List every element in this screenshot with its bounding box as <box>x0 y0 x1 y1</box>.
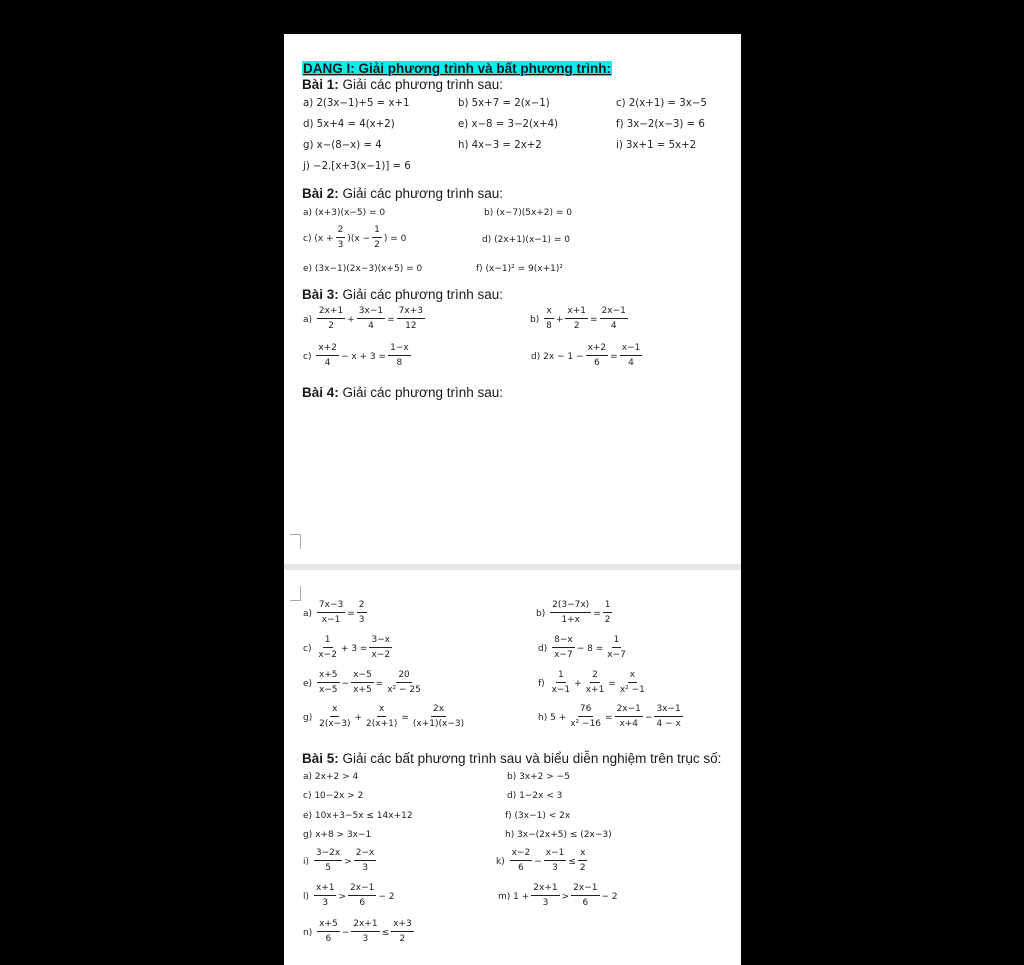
bai2-item-b: b) (x−7)(5x+2) = 0 <box>484 208 573 218</box>
bai1-item-d: d) 5x+4 = 4(x+2) <box>303 119 395 130</box>
bai4-item-c: c) $\frac{1}{x-2}$ + 3 = $\frac{3-x}{x-2}$ <box>303 635 391 661</box>
bai3-item-d: d) 2x − 1 − $\frac{x+2}{6}$ = $\frac{x-1}{4}$ <box>531 343 641 369</box>
bai5-item-e: e) 10x+3−5x ≤ 14x+12 <box>303 811 413 821</box>
bai3-item-a: a) $\frac{2x+1}{2}$ + $\frac{3x-1}{4}$ = $\frac{7x+3}{12}$ <box>303 306 423 332</box>
bai1-item-j: j) −2.[x+3(x−1)] = 6 <box>303 161 411 172</box>
bai1-item-a: a) 2(3x−1)+5 = x+1 <box>303 98 410 109</box>
bai5-item-n: n) $\frac{x+5}{6}$ − $\frac{2x+1}{3}$ ≤ $\frac{x+3}{2}$ <box>303 919 412 945</box>
bai5-item-c: c) 10−2x > 2 <box>303 791 364 801</box>
bai4-item-f: f) $\frac{1}{x-1}$ + $\frac{2}{x+1}$ = $\frac{x}{\text{x² −1}}$ <box>538 670 645 696</box>
bai3-title: Bài 3: Giải các phương trình sau: <box>302 287 504 302</box>
bai2-title: Bài 2: Giải các phương trình sau: <box>302 186 504 201</box>
bai5-item-k: k) $\frac{x-2}{6}$ − $\frac{x-1}{3}$ ≤ $\frac{x}{2}$ <box>496 848 586 874</box>
bai3-item-c: c) $\frac{x+2}{4}$ − x + 3 = $\frac{1-x}{8}$ <box>303 343 409 369</box>
bai4-item-d: d) $\frac{8-x}{x-7}$ − 8 = $\frac{1}{x-7}$ <box>538 635 626 661</box>
bai5-item-i: i) $\frac{3-2x}{5}$ > $\frac{2-x}{3}$ <box>303 848 375 874</box>
bai5-item-l: l) $\frac{x+1}{3}$ > $\frac{2x-1}{6}$ − 2 <box>303 883 395 909</box>
bai3-item-b: b) $\frac{x}{8}$ + $\frac{x+1}{2}$ = $\frac{2x-1}{4}$ <box>530 306 626 332</box>
bai5-item-h: h) 3x−(2x+5) ≤ (2x−3) <box>505 830 612 840</box>
bai5-item-g: g) x+8 > 3x−1 <box>303 830 372 840</box>
bai5-item-b: b) 3x+2 > −5 <box>507 772 570 782</box>
bai2-item-c: c) (x + $\frac{2}{3}$ )(x − $\frac{1}{2}$ ) = 0 <box>303 225 407 251</box>
bai2-item-f: f) (x−1)² = 9(x+1)² <box>476 264 563 274</box>
bai4-item-e: e) $\frac{x+5}{x-5}$ − $\frac{x-5}{x+5}$ = $\frac{20}{\text{x² − 25}}$ <box>303 670 421 696</box>
bai1-item-c: c) 2(x+1) = 3x−5 <box>616 98 707 109</box>
bai4-item-b: b) $\frac{2(3-7x)}{1+x}$ = $\frac{1}{2}$ <box>536 600 611 626</box>
page-corner-mark <box>290 586 301 601</box>
bai5-item-m: m) 1 + $\frac{2x+1}{3}$ > $\frac{2x-1}{6}$ − 2 <box>498 883 618 909</box>
bai5-item-a: a) 2x+2 > 4 <box>303 772 359 782</box>
bai5-item-f: f) (3x−1) < 2x <box>505 811 571 821</box>
bai4-item-a: a) $\frac{7x-3}{x-1}$ = $\frac{2}{3}$ <box>303 600 365 626</box>
bai2-item-e: e) (3x−1)(2x−3)(x+5) = 0 <box>303 264 423 274</box>
bai1-item-b: b) 5x+7 = 2(x−1) <box>458 98 550 109</box>
bai5-item-d: d) 1−2x < 3 <box>507 791 563 801</box>
bai5-title: Bài 5: Giải các bất phương trình sau và biểu diễn nghiệm trên trục số: <box>302 751 722 766</box>
bai4-item-h: h) 5 + $\frac{76}{\text{x² −16}}$ = $\frac{2x-1}{x+4}$ − $\frac{3x-1}{4 - x}$ <box>538 704 681 730</box>
page-corner-mark <box>290 534 301 549</box>
bai1-item-i: i) 3x+1 = 5x+2 <box>616 140 697 151</box>
bai4-item-g: g) $\frac{x}{2(x-3)}$ + $\frac{x}{2(x+1)}$ = $\frac{2x}{(x+1)(x-3)}$ <box>303 704 465 730</box>
bai1-item-h: h) 4x−3 = 2x+2 <box>458 140 542 151</box>
bai1-title: Bài 1: Giải các phương trình sau: <box>302 77 504 92</box>
section-heading: DANG I: Giải phương trình và bất phương trình: <box>303 61 611 76</box>
bai4-title: Bài 4: Giải các phương trình sau: <box>302 385 504 400</box>
bai1-item-g: g) x−(8−x) = 4 <box>303 140 382 151</box>
bai1-item-f: f) 3x−2(x−3) = 6 <box>616 119 705 130</box>
bai2-item-d: d) (2x+1)(x−1) = 0 <box>482 235 571 245</box>
bai1-item-e: e) x−8 = 3−2(x+4) <box>458 119 559 130</box>
bai2-item-a: a) (x+3)(x−5) = 0 <box>303 208 386 218</box>
